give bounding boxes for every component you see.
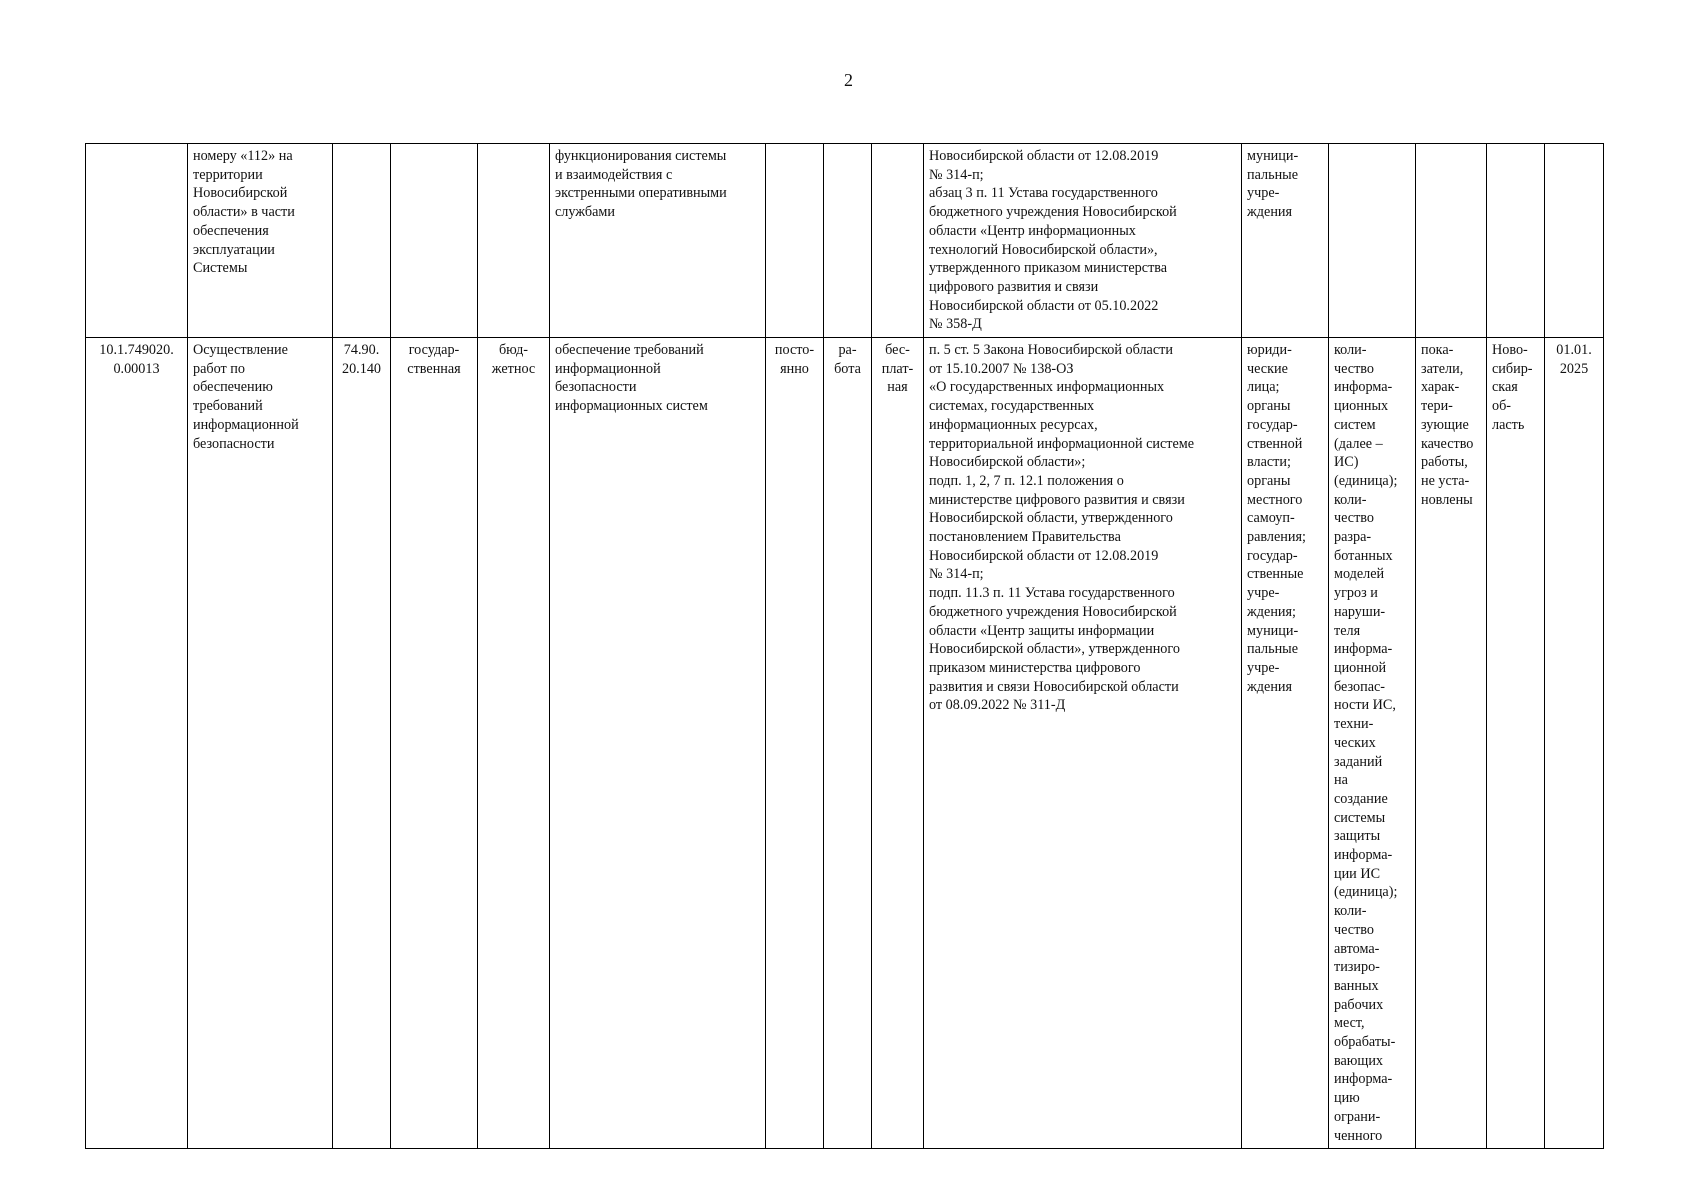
table-row (86, 144, 1604, 338)
legal-basis-cell: Новосибирской области от 12.08.2019 № 314-п; абзац 3 п. 11 Устава государственного бюджетного учреждения Новосибирской области «Центр информационных технологий Новосибирской области», утвержденного приказом министерства цифрового развития и связи Новосибирской области от 05.10.2022 № 358-Д (924, 144, 1242, 338)
consumers-cell: муници- пальные учре- ждения (1242, 144, 1329, 338)
funding-basis-cell (478, 144, 550, 338)
service-type-cell (391, 144, 478, 338)
service-code-cell: 10.1.749020. 0.00013 (86, 338, 188, 1149)
place-cell (1487, 144, 1545, 338)
okved-code-cell: 74.90. 20.140 (333, 338, 391, 1149)
legal-basis-cell: п. 5 ст. 5 Закона Новосибирской области от 15.10.2007 № 138-ОЗ «О государственных информационных системах, государственных информационных ресурсах, территориальной информационной системе Новосибирской области»; подп. 1, 2, 7 п. 12.1 положения о министерстве цифрового развития и связи Новосибирской области, утвержденного постановлением Правительства Новосибирской области от 12.08.2019 № 314-п; подп. 11.3 п. 11 Устава государственного бюджетного учреждения Новосибирской области «Центр защиты информации Новосибирской области», утвержденного приказом министерства цифрового развития и связи Новосибирской области от 08.09.2022 № 311-Д (924, 338, 1242, 1149)
okved-code-cell (333, 144, 391, 338)
service-name-cell: Осуществление работ по обеспечению требований информационной безопасности (188, 338, 333, 1149)
place-cell: Ново- сибир- ская об- ласть (1487, 338, 1545, 1149)
service-type-cell: государ- ственная (391, 338, 478, 1149)
start-date-cell: 01.01. 2025 (1545, 338, 1604, 1149)
service-content-cell: функционирования системы и взаимодействия с экстренными оперативными службами (550, 144, 766, 338)
table-row (86, 338, 1604, 1149)
payment-cell (872, 144, 924, 338)
registry-table (85, 143, 1604, 1149)
quality-indicators-cell (1416, 144, 1487, 338)
service-kind-cell (824, 144, 872, 338)
quality-indicators-cell: пока- затели, харак- тери- зующие качество работы, не уста- новлены (1416, 338, 1487, 1149)
service-code-cell (86, 144, 188, 338)
payment-cell: бес- плат- ная (872, 338, 924, 1149)
service-content-cell: обеспечение требований информационной безопасности информационных систем (550, 338, 766, 1149)
consumers-cell: юриди- ческие лица; органы государ- ственной власти; органы местного самоуп- равления; государ- ственные учре- ждения; муници- пальные учре- ждения (1242, 338, 1329, 1149)
volume-indicators-cell (1329, 144, 1416, 338)
funding-basis-cell: бюд- жетнос (478, 338, 550, 1149)
frequency-cell (766, 144, 824, 338)
page-number: 2 (844, 70, 853, 90)
service-name-cell: номеру «112» на территории Новосибирской области» в части обеспечения эксплуатации Системы (188, 144, 333, 338)
service-kind-cell: ра- бота (824, 338, 872, 1149)
volume-indicators-cell: коли- чество информа- ционных систем (далее – ИС) (единица); коли- чество разра- ботанных моделей угроз и наруши- теля информа- ционной безопас- ности ИС, техни- ческих заданий на создание системы защиты информа- ции ИС (единица); коли- чество автома- тизиро- ванных рабочих мест, обрабаты- вающих информа- цию ограни- ченного (1329, 338, 1416, 1149)
start-date-cell (1545, 144, 1604, 338)
frequency-cell: посто- янно (766, 338, 824, 1149)
